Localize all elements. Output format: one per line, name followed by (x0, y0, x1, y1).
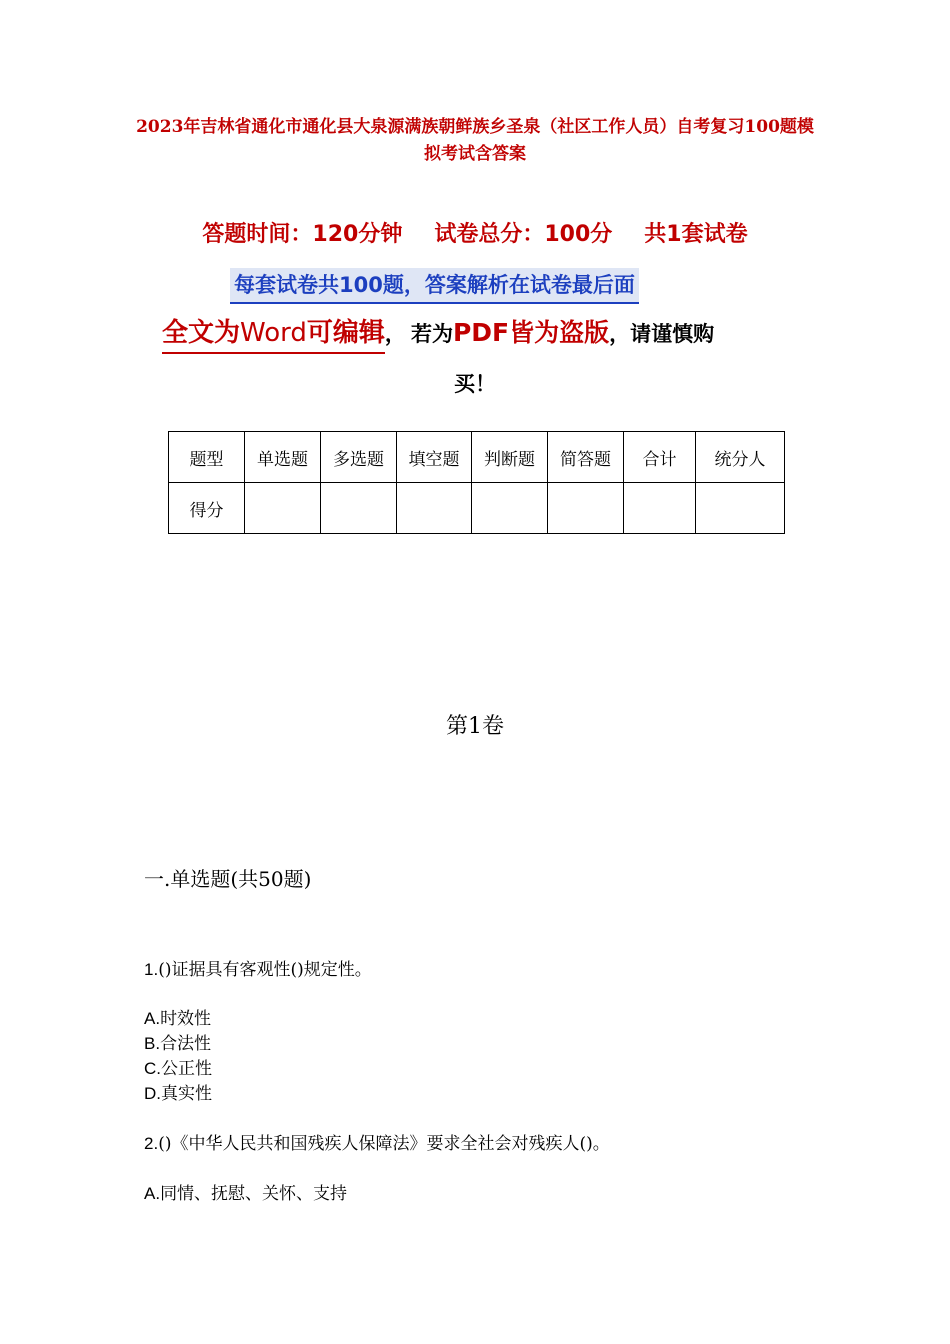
question-number: 1. (144, 960, 159, 979)
score-table (168, 431, 785, 534)
score-table-header-row (169, 432, 785, 483)
editable-suffix: 可编辑 (306, 318, 385, 348)
question-text: ()证据具有客观性()规定性。 (158, 960, 372, 980)
option-a (144, 1006, 211, 1032)
option-letter: A. (144, 1009, 161, 1028)
header-cell: 题型 (169, 432, 245, 483)
pdf-warning: PDF皆为盗版 (452, 318, 610, 347)
header-cell: 多选题 (321, 432, 397, 483)
option-text: 时效性 (160, 1009, 212, 1029)
header-cell: 填空题 (397, 432, 472, 483)
volume-title: 第1卷 (446, 714, 504, 739)
question-text: ()《中华人民共和国残疾人保障法》要求全社会对残疾人()。 (158, 1134, 610, 1154)
careful-text: 请谨慎购 (630, 322, 715, 346)
document-title: 2023年吉林省通化市通化县大泉源满族朝鲜族乡圣泉（社区工作人员）自考复习100题模拟考试含答案 (136, 117, 814, 164)
section-title: 一.单选题(共50题) (144, 867, 312, 891)
option-text: 真实性 (161, 1084, 212, 1104)
option-b (144, 1031, 211, 1057)
exam-info-line (0, 218, 950, 252)
header-cell: 简答题 (548, 432, 624, 483)
option-text: 同情、抚慰、关怀、支持 (160, 1184, 348, 1204)
header-cell: 合计 (624, 432, 696, 483)
question-2 (144, 1131, 610, 1157)
copyright-notice (162, 313, 802, 356)
header-cell: 判断题 (472, 432, 548, 483)
option-text: 合法性 (160, 1034, 212, 1054)
option-letter: A. (144, 1184, 161, 1203)
exam-time: 答题时间：120分钟 (202, 222, 403, 247)
option-letter: B. (144, 1034, 161, 1053)
editable-prefix: 全文为 (162, 318, 241, 348)
comma: ， (609, 322, 631, 346)
row-label-cell: 得分 (169, 483, 245, 534)
question-number: 2. (144, 1134, 159, 1153)
question-1 (144, 957, 372, 983)
answer-notice: 每套试卷共100题，答案解析在试卷最后面 (230, 268, 639, 304)
score-cell (624, 483, 696, 534)
score-cell (548, 483, 624, 534)
option-a (144, 1181, 347, 1207)
header-cell: 统分人 (696, 432, 785, 483)
option-letter: D. (144, 1084, 161, 1103)
word-label: Word (240, 318, 307, 348)
option-text: 公正性 (161, 1059, 212, 1079)
editable-notice (162, 314, 385, 354)
score-table-row (169, 483, 785, 534)
exam-set-count: 共1套试卷 (644, 222, 748, 247)
score-cell (472, 483, 548, 534)
option-c (144, 1056, 212, 1082)
option-letter: C. (144, 1059, 161, 1078)
score-cell (321, 483, 397, 534)
buy-text: 买！ (454, 372, 496, 396)
comma: ， (384, 322, 406, 346)
score-cell (696, 483, 785, 534)
if-text: 若为 (410, 322, 453, 346)
exam-total-score: 试卷总分：100分 (434, 222, 613, 247)
header-cell: 单选题 (245, 432, 321, 483)
score-cell (245, 483, 321, 534)
option-d (144, 1081, 212, 1107)
score-cell (397, 483, 472, 534)
